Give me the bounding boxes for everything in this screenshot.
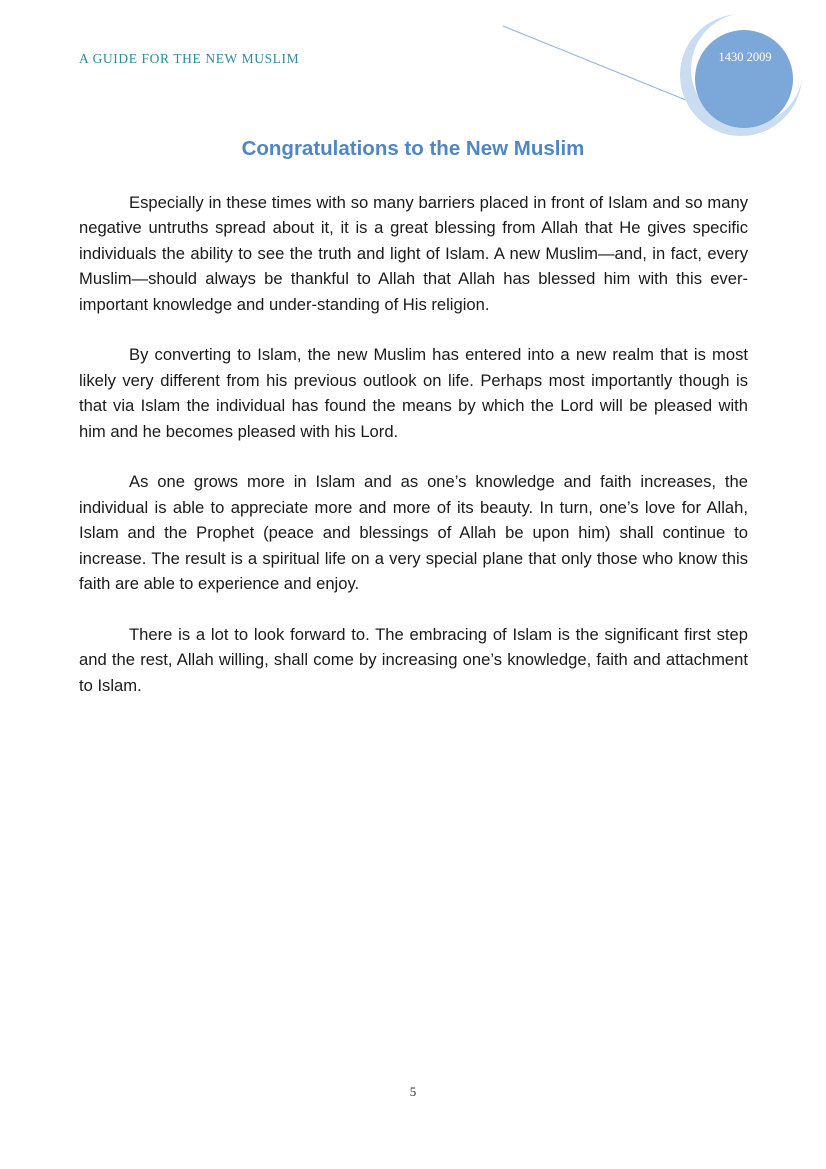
page-title: Congratulations to the New Muslim [241,137,585,160]
year-label: 1430 2009 [718,50,772,64]
paragraph: By converting to Islam, the new Muslim has entered into a new realm that is most likely very different from his previous outlook on life. Perhaps most importantly though is that via Islam the individual has found the means by which the Lord will be pleased with him and he becomes pleased with his Lord. [79,345,748,441]
header-guide-title: A GUIDE FOR THE NEW MUSLIM [79,51,300,66]
body-text [79,190,748,723]
year-circle [695,30,793,128]
paragraph: As one grows more in Islam and as one’s knowledge and faith increases, the individual is able to appreciate more and more of its beauty. In turn, one’s love for Allah, Islam and the Prophet (peace and blessings of Allah be upon him) shall continue to increase. The result is a spiritual life on a very special plane that only those who know this faith are able to experience and enjoy. [79,472,748,594]
page-number: 5 [409,1084,417,1099]
header-decoration [0,0,826,140]
paragraph: Especially in these times with so many barriers placed in front of Islam and so many negative untruths spread about it, it is a great blessing from Allah that He gives specific individuals the ability to see the truth and light of Islam. A new Muslim—and, in fact, every Muslim—should always be thankful to Allah that Allah has blessed him with this ever-important knowledge and under-standing of His religion. [79,193,748,314]
paragraph: There is a lot to look forward to. The embracing of Islam is the significant first step and the rest, Allah willing, shall come by increasing one’s knowledge, faith and attachment to Islam. [79,624,748,695]
